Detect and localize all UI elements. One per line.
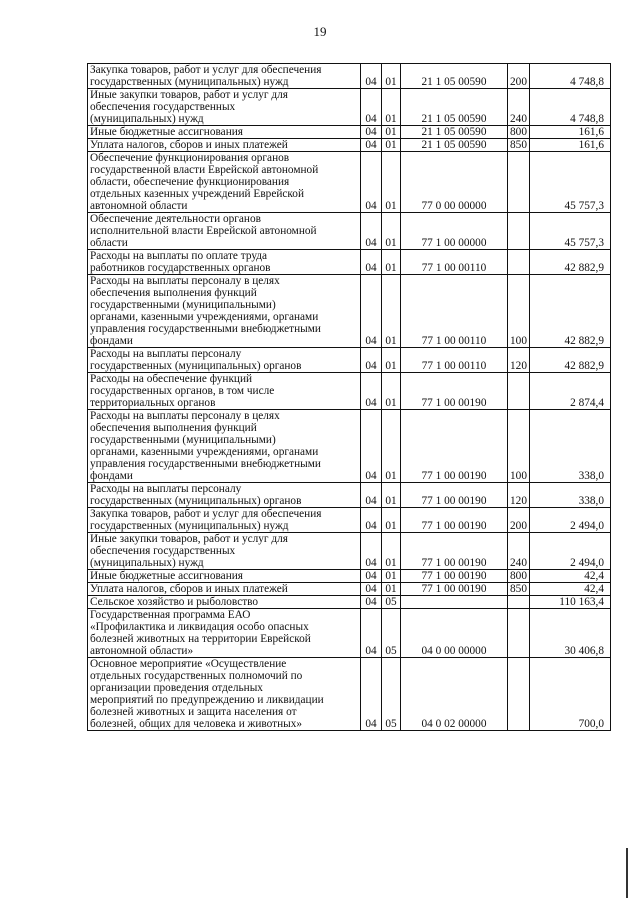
table-row [88, 609, 611, 658]
cell-target-article [401, 596, 508, 609]
expense-name-line: Уплата налогов, сборов и иных платежей [90, 139, 288, 151]
cell-expense-name [88, 250, 361, 275]
cell-expense-type: 100 [508, 275, 530, 348]
cell-section-code: 04 [361, 570, 382, 583]
table-row [88, 583, 611, 596]
cell-target-article: 77 0 00 00000 [401, 152, 508, 213]
table-row [88, 570, 611, 583]
cell-expense-name [88, 348, 361, 373]
expense-name-line: территориальных органов [90, 397, 216, 409]
cell-target-article: 77 1 00 00190 [401, 410, 508, 483]
expense-name-line: Расходы на выплаты персоналу в целях [90, 275, 280, 287]
cell-amount: 42,4 [530, 570, 611, 583]
cell-subsection-code: 01 [382, 583, 401, 596]
cell-target-article: 77 1 00 00190 [401, 583, 508, 596]
expense-name-line: отдельных государственных полномочий по [90, 670, 303, 682]
expense-name-line: обеспечения государственных [90, 545, 236, 557]
table-row [88, 410, 611, 483]
cell-target-article: 04 0 02 00000 [401, 658, 508, 731]
cell-expense-name [88, 410, 361, 483]
cell-subsection-code: 05 [382, 596, 401, 609]
expense-name-line: фондами [90, 335, 133, 347]
table-row [88, 126, 611, 139]
cell-expense-type [508, 658, 530, 731]
cell-target-article: 77 1 00 00190 [401, 483, 508, 508]
cell-expense-type: 800 [508, 570, 530, 583]
cell-expense-type: 800 [508, 126, 530, 139]
cell-subsection-code: 01 [382, 126, 401, 139]
expense-name-line: государственных (муниципальных) нужд [90, 520, 289, 532]
cell-expense-name [88, 533, 361, 570]
expense-name-line: Основное мероприятие «Осуществление [90, 658, 287, 670]
expense-name-line: Государственная программа ЕАО [90, 609, 251, 621]
expense-name-line: Иные закупки товаров, работ и услуг для [90, 89, 288, 101]
cell-expense-type: 200 [508, 64, 530, 89]
cell-subsection-code: 01 [382, 89, 401, 126]
expense-name-line: отдельных казенных учреждений Еврейской [90, 188, 304, 200]
cell-expense-type: 240 [508, 533, 530, 570]
table-row [88, 533, 611, 570]
expense-name-line: болезней животных на территории Еврейской [90, 633, 311, 645]
cell-amount: 42 882,9 [530, 250, 611, 275]
cell-amount: 2 874,4 [530, 373, 611, 410]
cell-section-code: 04 [361, 139, 382, 152]
cell-target-article: 77 1 00 00190 [401, 373, 508, 410]
cell-amount: 2 494,0 [530, 533, 611, 570]
cell-expense-name [88, 139, 361, 152]
cell-amount: 161,6 [530, 126, 611, 139]
expense-name-line: управления государственными внебюджетными [90, 323, 321, 335]
cell-amount: 42 882,9 [530, 275, 611, 348]
cell-target-article: 04 0 00 00000 [401, 609, 508, 658]
table-row [88, 89, 611, 126]
expense-name-line: мероприятий по предупреждению и ликвидации [90, 694, 324, 706]
cell-subsection-code: 01 [382, 570, 401, 583]
table-row [88, 373, 611, 410]
cell-section-code: 04 [361, 373, 382, 410]
expense-name-line: государственных органов, в том числе [90, 385, 275, 397]
expense-name-line: государственных (муниципальных) органов [90, 495, 302, 507]
page-number: 19 [313, 24, 327, 39]
cell-subsection-code: 01 [382, 152, 401, 213]
expense-name-line: автономной области» [90, 645, 194, 657]
cell-subsection-code: 05 [382, 658, 401, 731]
cell-amount: 161,6 [530, 139, 611, 152]
cell-expense-type [508, 213, 530, 250]
expense-name-line: государственными (муниципальными) [90, 299, 276, 311]
expense-name-line: «Профилактика и ликвидация особо опасных [90, 621, 309, 633]
expense-name-line: Иные закупки товаров, работ и услуг для [90, 533, 288, 545]
cell-target-article: 21 1 05 00590 [401, 64, 508, 89]
cell-expense-type [508, 609, 530, 658]
cell-amount: 700,0 [530, 658, 611, 731]
table-row [88, 275, 611, 348]
cell-expense-name [88, 508, 361, 533]
expense-name-line: Обеспечение функционирования органов [90, 152, 290, 164]
expense-name-line: государственных (муниципальных) нужд [90, 76, 289, 88]
cell-expense-name [88, 583, 361, 596]
cell-amount: 338,0 [530, 410, 611, 483]
table-row [88, 139, 611, 152]
table-row [88, 250, 611, 275]
expense-name-line: болезней, общих для человека и животных» [90, 718, 303, 730]
table-row [88, 658, 611, 731]
expense-name-line: обеспечения государственных [90, 101, 236, 113]
expense-name-line: организации проведения отдельных [90, 682, 263, 694]
cell-expense-name [88, 275, 361, 348]
cell-expense-name [88, 152, 361, 213]
expense-name-line: Иные бюджетные ассигнования [90, 126, 243, 138]
cell-subsection-code: 01 [382, 213, 401, 250]
cell-target-article: 77 1 00 00190 [401, 570, 508, 583]
expense-name-line: Уплата налогов, сборов и иных платежей [90, 583, 288, 595]
expense-name-line: управления государственными внебюджетными [90, 458, 321, 470]
table-row [88, 64, 611, 89]
budget-table-body [88, 64, 611, 731]
expense-name-line: (муниципальных) нужд [90, 557, 204, 569]
cell-expense-name [88, 483, 361, 508]
cell-amount: 45 757,3 [530, 213, 611, 250]
cell-section-code: 04 [361, 596, 382, 609]
cell-amount: 4 748,8 [530, 64, 611, 89]
expense-name-line: Закупка товаров, работ и услуг для обеспечения [90, 64, 322, 76]
cell-target-article: 77 1 00 00110 [401, 348, 508, 373]
cell-section-code: 04 [361, 609, 382, 658]
table-row [88, 508, 611, 533]
cell-subsection-code: 01 [382, 410, 401, 483]
cell-amount: 42 882,9 [530, 348, 611, 373]
cell-target-article: 21 1 05 00590 [401, 139, 508, 152]
cell-expense-type [508, 152, 530, 213]
expense-name-line: области [90, 237, 128, 249]
cell-expense-type [508, 250, 530, 275]
cell-target-article: 77 1 00 00110 [401, 250, 508, 275]
cell-expense-name [88, 596, 361, 609]
cell-section-code: 04 [361, 583, 382, 596]
table-row [88, 596, 611, 609]
cell-target-article: 77 1 00 00110 [401, 275, 508, 348]
cell-expense-type: 200 [508, 508, 530, 533]
budget-table [87, 63, 611, 731]
cell-expense-type: 240 [508, 89, 530, 126]
expense-name-line: работников государственных органов [90, 262, 271, 274]
cell-amount: 110 163,4 [530, 596, 611, 609]
expense-name-line: Расходы на выплаты по оплате труда [90, 250, 268, 262]
expense-name-line: (муниципальных) нужд [90, 113, 204, 125]
cell-target-article: 77 1 00 00000 [401, 213, 508, 250]
cell-subsection-code: 01 [382, 64, 401, 89]
cell-section-code: 04 [361, 275, 382, 348]
cell-section-code: 04 [361, 658, 382, 731]
cell-expense-type: 850 [508, 583, 530, 596]
scan-edge-mark [626, 848, 628, 898]
expense-name-line: Обеспечение деятельности органов [90, 213, 261, 225]
expense-name-line: автономной области [90, 200, 188, 212]
expense-name-line: государственных (муниципальных) органов [90, 360, 302, 372]
cell-expense-type: 120 [508, 483, 530, 508]
expense-name-line: органами, казенными учреждениями, органами [90, 446, 319, 458]
expense-name-line: обеспечения выполнения функций [90, 287, 257, 299]
cell-subsection-code: 01 [382, 508, 401, 533]
cell-section-code: 04 [361, 213, 382, 250]
expense-name-line: Расходы на выплаты персоналу [90, 348, 242, 360]
table-row [88, 213, 611, 250]
cell-section-code: 04 [361, 348, 382, 373]
cell-subsection-code: 01 [382, 533, 401, 570]
cell-subsection-code: 01 [382, 139, 401, 152]
expense-name-line: области, обеспечение функционирования [90, 176, 290, 188]
table-row [88, 152, 611, 213]
cell-target-article: 21 1 05 00590 [401, 126, 508, 139]
cell-expense-type [508, 596, 530, 609]
cell-expense-name [88, 126, 361, 139]
cell-target-article: 77 1 00 00190 [401, 508, 508, 533]
expense-name-line: государственными (муниципальными) [90, 434, 276, 446]
cell-target-article: 77 1 00 00190 [401, 533, 508, 570]
cell-subsection-code: 01 [382, 348, 401, 373]
table-row [88, 348, 611, 373]
cell-amount: 45 757,3 [530, 152, 611, 213]
cell-subsection-code: 01 [382, 250, 401, 275]
cell-subsection-code: 05 [382, 609, 401, 658]
cell-amount: 338,0 [530, 483, 611, 508]
table-row [88, 483, 611, 508]
expense-name-line: исполнительной власти Еврейской автономной [90, 225, 317, 237]
expense-name-line: обеспечения выполнения функций [90, 422, 257, 434]
expense-name-line: государственной власти Еврейской автономной [90, 164, 319, 176]
cell-expense-type: 100 [508, 410, 530, 483]
cell-section-code: 04 [361, 250, 382, 275]
expense-name-line: болезней животных и защита населения от [90, 706, 297, 718]
expense-name-line: Расходы на выплаты персоналу в целях [90, 410, 280, 422]
cell-target-article: 21 1 05 00590 [401, 89, 508, 126]
cell-section-code: 04 [361, 152, 382, 213]
expense-name-line: фондами [90, 470, 133, 482]
expense-name-line: органами, казенными учреждениями, органами [90, 311, 319, 323]
cell-section-code: 04 [361, 410, 382, 483]
cell-subsection-code: 01 [382, 483, 401, 508]
cell-section-code: 04 [361, 89, 382, 126]
cell-expense-type: 120 [508, 348, 530, 373]
expense-name-line: Расходы на обеспечение функций [90, 373, 253, 385]
cell-section-code: 04 [361, 126, 382, 139]
cell-subsection-code: 01 [382, 275, 401, 348]
cell-expense-name [88, 570, 361, 583]
cell-section-code: 04 [361, 533, 382, 570]
cell-amount: 4 748,8 [530, 89, 611, 126]
expense-name-line: Закупка товаров, работ и услуг для обеспечения [90, 508, 322, 520]
cell-amount: 42,4 [530, 583, 611, 596]
cell-amount: 2 494,0 [530, 508, 611, 533]
cell-expense-type [508, 373, 530, 410]
cell-expense-name [88, 658, 361, 731]
cell-expense-name [88, 89, 361, 126]
cell-section-code: 04 [361, 508, 382, 533]
cell-expense-name [88, 609, 361, 658]
expense-name-line: Сельское хозяйство и рыболовство [90, 596, 259, 608]
cell-expense-name [88, 64, 361, 89]
expense-name-line: Расходы на выплаты персоналу [90, 483, 242, 495]
cell-section-code: 04 [361, 64, 382, 89]
cell-subsection-code: 01 [382, 373, 401, 410]
cell-expense-type: 850 [508, 139, 530, 152]
cell-section-code: 04 [361, 483, 382, 508]
expense-name-line: Иные бюджетные ассигнования [90, 570, 243, 582]
cell-amount: 30 406,8 [530, 609, 611, 658]
cell-expense-name [88, 373, 361, 410]
cell-expense-name [88, 213, 361, 250]
